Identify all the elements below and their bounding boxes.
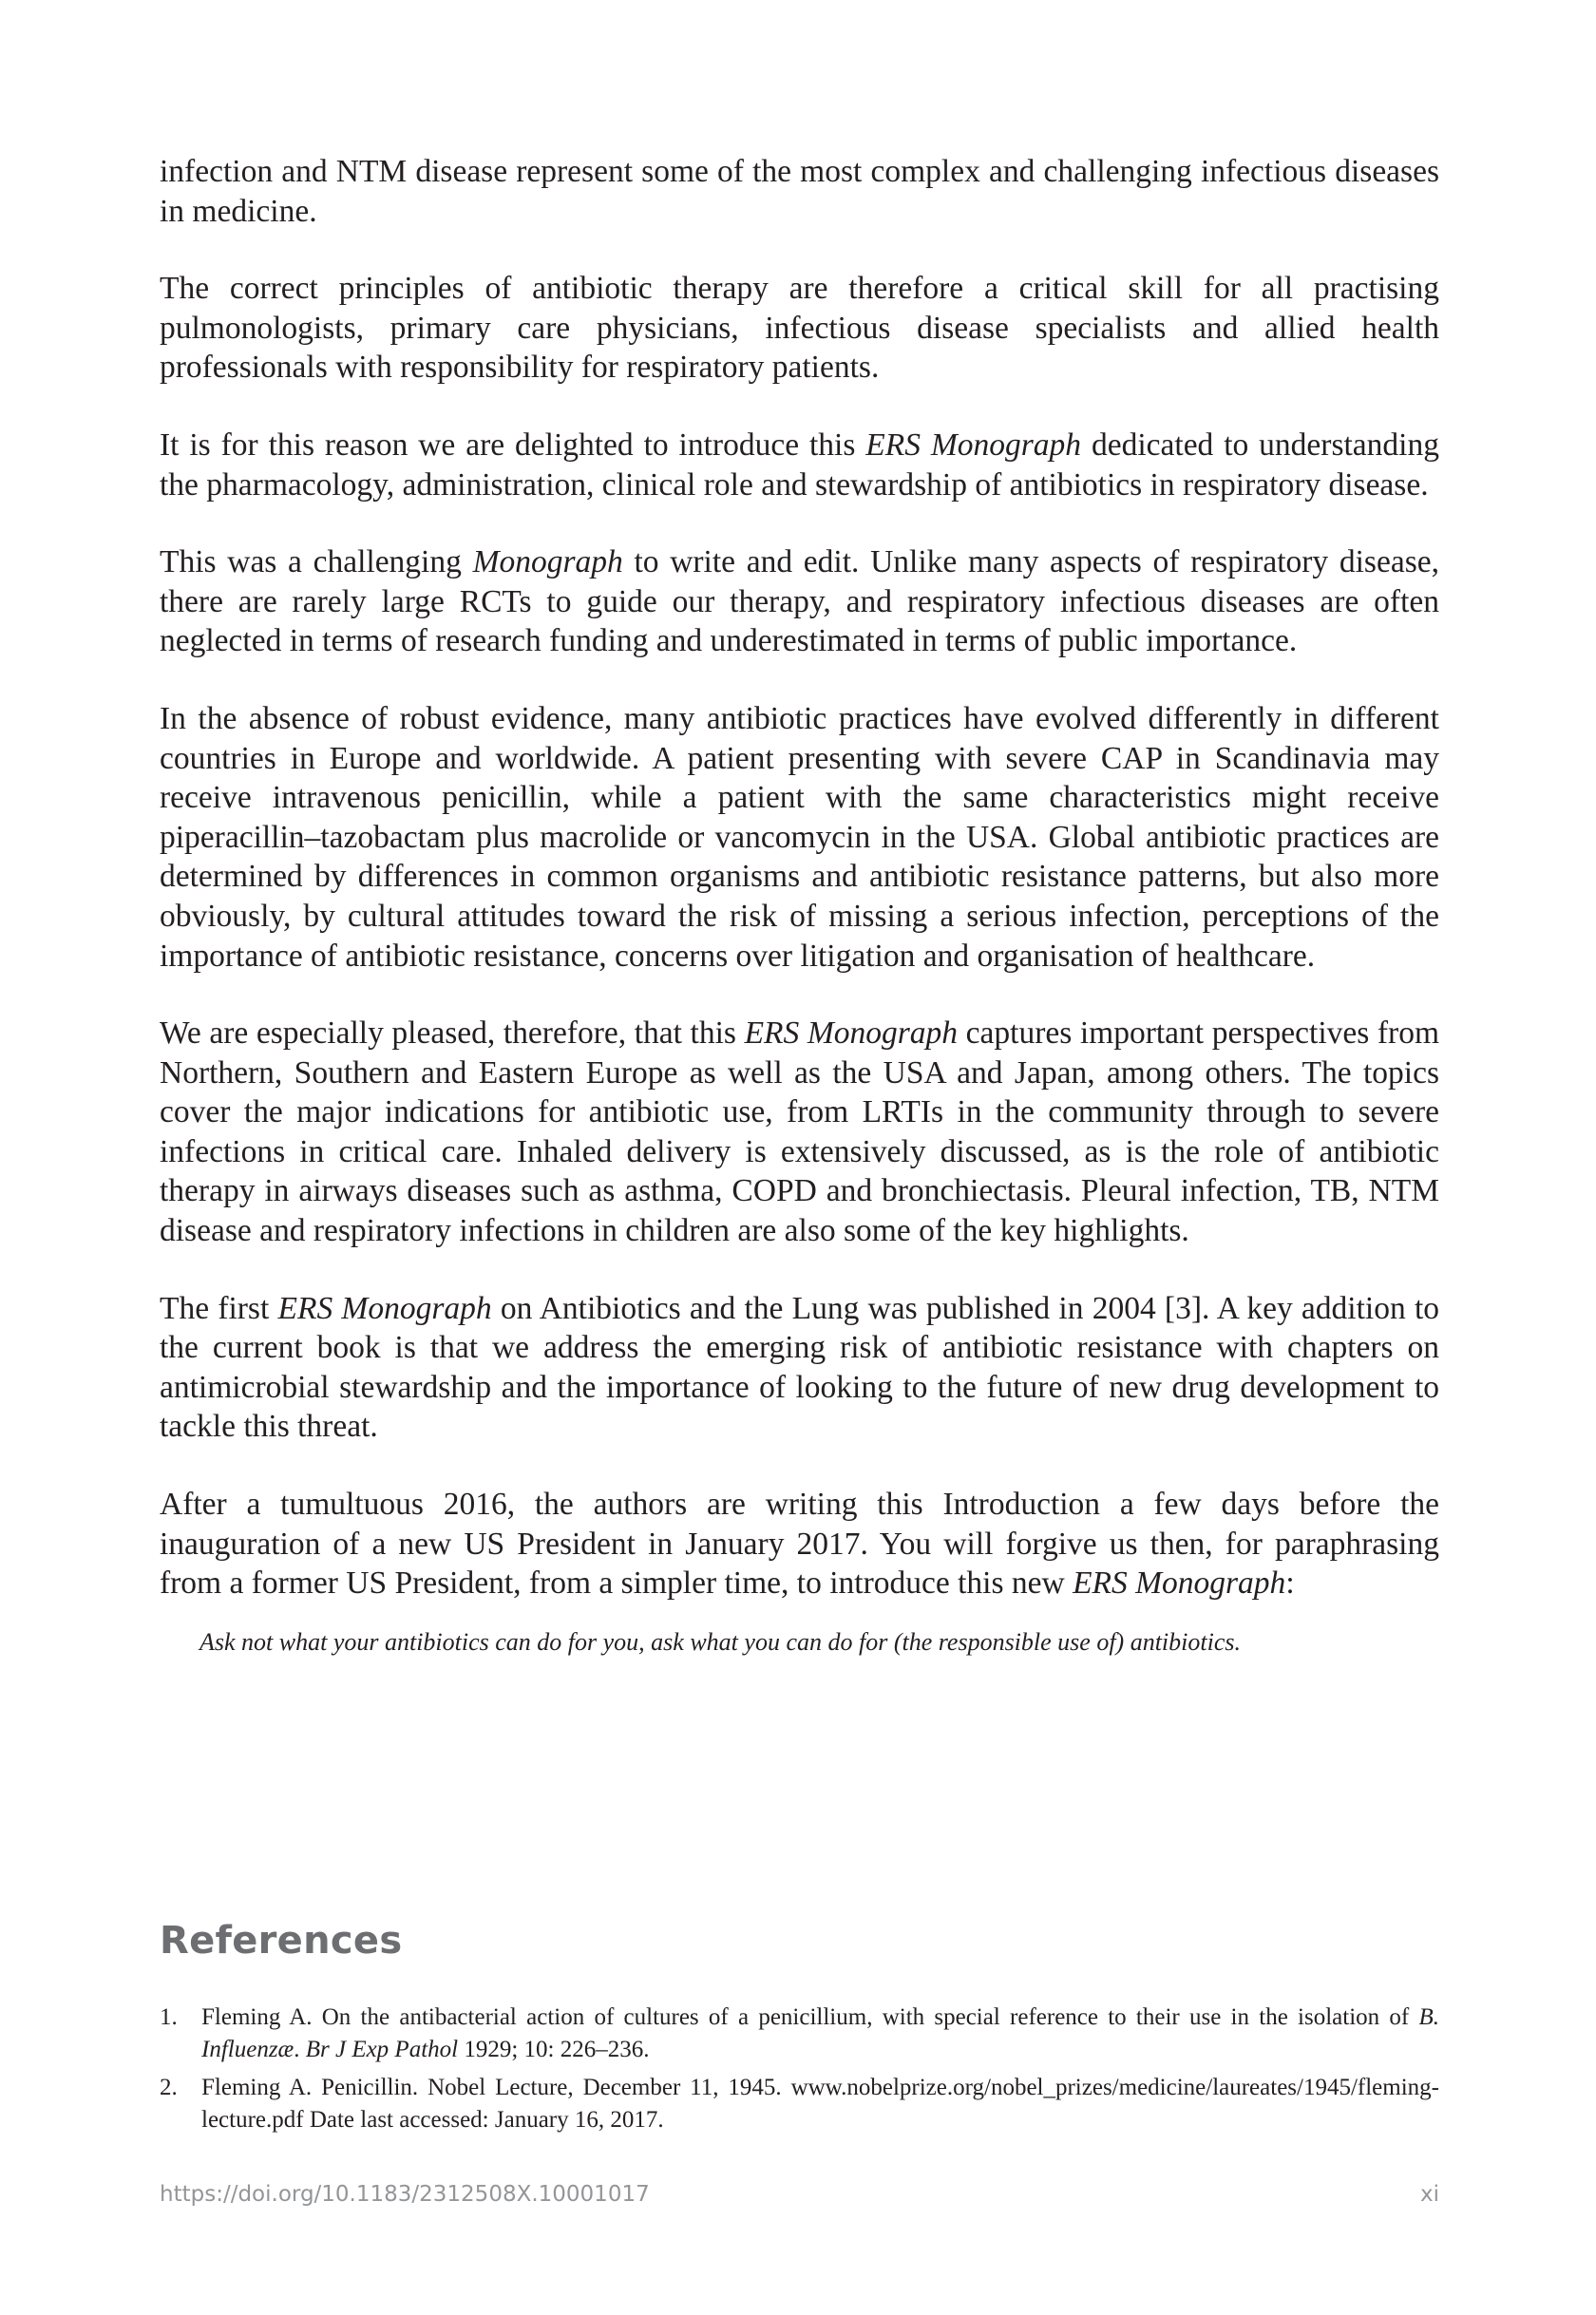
monograph-title-italic: ERS Monograph	[277, 1290, 492, 1326]
paragraph-6	[160, 1014, 1439, 1251]
paragraph-8	[160, 1485, 1439, 1603]
paragraph-6-text-a: We are especially pleased, therefore, that this	[160, 1015, 745, 1052]
paragraph-4-text-a: This was a challenging	[160, 544, 473, 580]
page-number: xi	[1419, 2182, 1439, 2207]
paragraph-3-text-b: dedicated to understanding the pharmacology, administration, clinical role and stewardship of antibiotics in respiratory disease.	[160, 427, 1439, 503]
reference-number: 1.	[160, 2004, 178, 2030]
paragraph-3-text-a: It is for this reason we are delighted to introduce this	[160, 427, 866, 463]
paragraph-7	[160, 1289, 1439, 1447]
paragraph-1	[160, 152, 1439, 231]
paragraph-7-text-a: The first	[160, 1290, 278, 1326]
monograph-italic: Monograph	[472, 544, 623, 580]
paragraph-4-text-b: to write and edit. Unlike many aspects of respiratory disease, there are rarely large RCTs to guide our therapy, and respiratory infectious diseases are often neglected in terms of research funding and underestimated in terms of public importance.	[160, 544, 1439, 659]
monograph-title-italic: ERS Monograph	[1073, 1565, 1286, 1602]
reference-item	[160, 2072, 1439, 2136]
quote: Ask not what your antibiotics can do for you, ask what you can do for (the responsible use of) antibiotics.	[200, 1627, 1241, 1656]
monograph-title-italic: ERS Monograph	[865, 427, 1082, 463]
reference-item	[160, 2002, 1439, 2066]
paragraph-4	[160, 542, 1439, 661]
paragraph-8-text-a: After a tumultuous 2016, the authors are writing this Introduction a few days before the inauguration of a new US President in January 2017. You will forgive us then, for paraphrasing from a former US President, from a simpler time, to introduce this new	[160, 1487, 1439, 1602]
reference-text-a: Fleming A. On the antibacterial action of cultures of a penicillium, with special reference to their use in the isolation of	[201, 2004, 1419, 2030]
paragraph-8-text-b: :	[1285, 1565, 1295, 1602]
reference-italic-organism: B. Influenzæ	[201, 2004, 1439, 2062]
reference-number: 2.	[160, 2075, 178, 2100]
body-text	[160, 152, 1439, 1659]
paragraph-2	[160, 269, 1439, 388]
reference-italic-journal: Br J Exp Pathol	[305, 2037, 459, 2062]
paragraph-6-text-b: captures important perspectives from Northern, Southern and Eastern Europe as well as the USA and Japan, among others. The topics cover the major indications for antibiotic use, from LRTIs in the community through to severe infections in critical care. Inhaled delivery is extensively discussed, as is the role of antibiotic therapy in airways diseases such as asthma, COPD and bronchiectasis. Pleural infection, TB, NTM disease and respiratory infections in children are also some of the key highlights.	[160, 1015, 1439, 1249]
references-heading: References	[160, 1919, 403, 1963]
reference-text: Fleming A. Penicillin. Nobel Lecture, December 11, 1945. www.nobelprize.org/nobel_prizes/medicine/laureates/1945/fleming-lecture.pdf Date last accessed: January 16, 2017.	[201, 2075, 1439, 2133]
monograph-title-italic: ERS Monograph	[744, 1015, 959, 1052]
paragraph-5	[160, 699, 1439, 976]
paragraph-7-text-b: on Antibiotics and the Lung was published in 2004 [3]. A key addition to the current book is that we address the emerging risk of antibiotic resistance with chapters on antimicrobial stewardship and the importance of looking to the future of new drug development to tackle this threat.	[160, 1290, 1440, 1445]
paragraph-1-text: infection and NTM disease represent some of the most complex and challenging infectious diseases in medicine.	[160, 154, 1439, 229]
reference-text-c: 1929; 10: 226–236.	[458, 2037, 650, 2062]
footer-doi: https://doi.org/10.1183/2312508X.10001017	[160, 2182, 650, 2207]
references-list	[160, 2002, 1439, 2142]
paragraph-2-text: The correct principles of antibiotic therapy are therefore a critical skill for all practising pulmonologists, primary care physicians, infectious disease specialists and allied health professionals with responsibility for respiratory patients.	[160, 271, 1439, 386]
paragraph-3	[160, 426, 1439, 504]
paragraph-5-text: In the absence of robust evidence, many antibiotic practices have evolved differently in different countries in Europe and worldwide. A patient presenting with severe CAP in Scandinavia may receive intravenous penicillin, while a patient with the same characteristics might receive piperacillin–tazobactam plus macrolide or vancomycin in the USA. Global antibiotic practices are determined by differences in common organisms and antibiotic resistance patterns, but also more obviously, by cultural attitudes toward the risk of missing a serious infection, perceptions of the importance of antibiotic resistance, concerns over litigation and organisation of healthcare.	[160, 700, 1439, 974]
reference-text-b: .	[294, 2037, 306, 2062]
